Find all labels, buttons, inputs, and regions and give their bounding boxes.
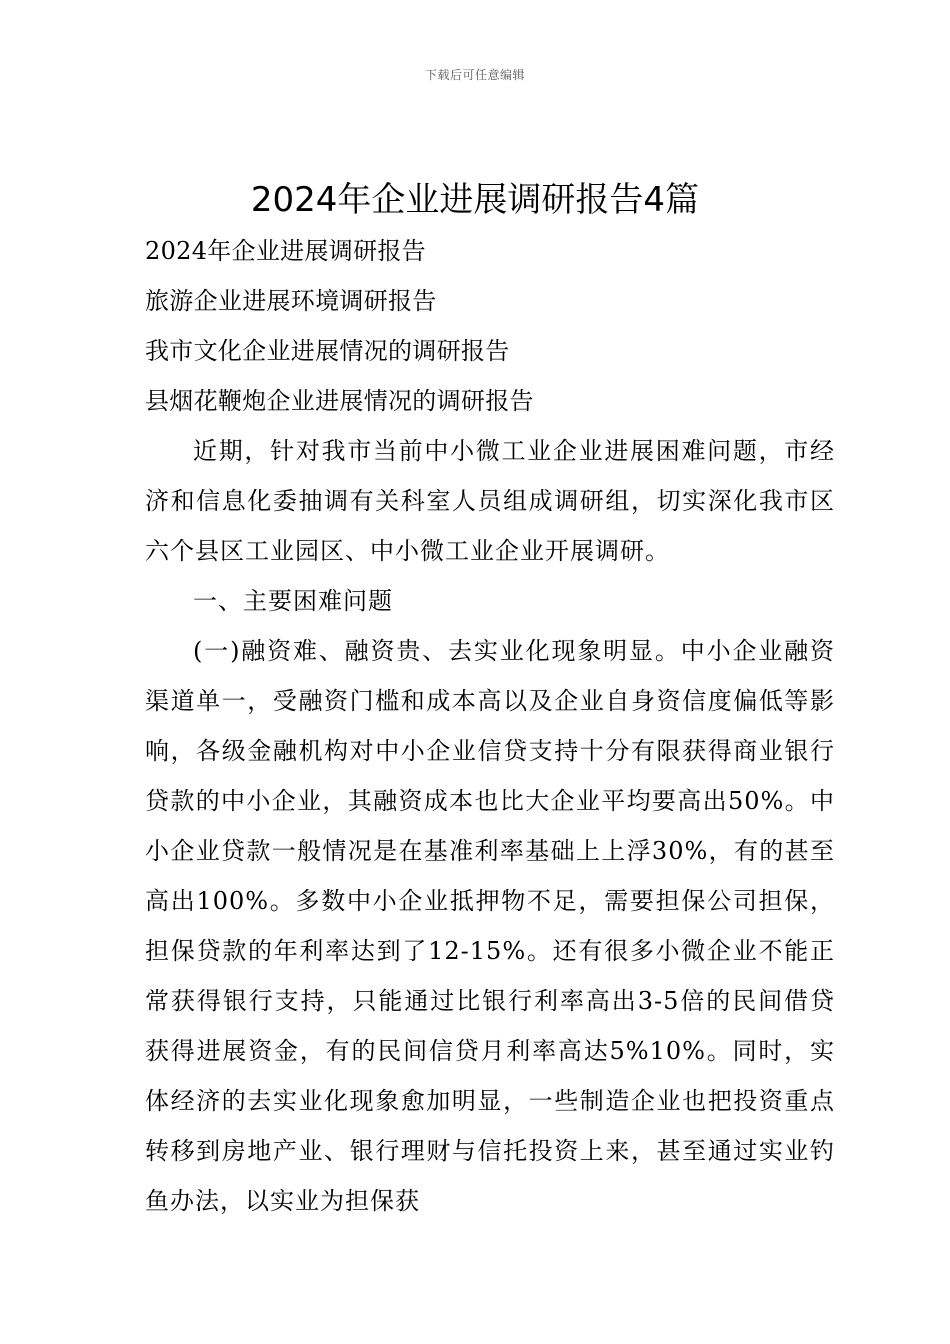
- document-title: 2024年企业进展调研报告4篇: [250, 180, 700, 220]
- section-heading: 一、主要困难问题: [193, 587, 393, 615]
- document-body: [145, 226, 835, 1226]
- body-paragraph: (一)融资难、融资贵、去实业化现象明显。中小企业融资渠道单一，受融资门槛和成本高以及企业自身资信度偏低等影响，各级金融机构对中小企业信贷支持十分有限获得商业银行贷款的中小企业，其融资成本也比大企业平均要高出50%。中小企业贷款一般情况是在基准利率基础上上浮30%，有的甚至高出100%。多数中小企业抵押物不足，需要担保公司担保，担保贷款的年利率达到了12-15%。还有很多小微企业不能正常获得银行支持，只能通过比银行利率高出3-5倍的民间借贷获得进展资金，有的民间信贷月利率高达5%10%。同时，实体经济的去实业化现象愈加明显，一些制造企业也把投资重点转移到房地产业、银行理财与信托投资上来，甚至通过实业钓鱼办法，以实业为担保获: [145, 637, 835, 1215]
- header-note: 下载后可任意编辑: [424, 68, 525, 82]
- toc-item: 旅游企业进展环境调研报告: [145, 287, 437, 315]
- toc-item: 县烟花鞭炮企业进展情况的调研报告: [145, 387, 534, 415]
- toc-item: 我市文化企业进展情况的调研报告: [145, 337, 510, 365]
- toc-item: 2024年企业进展调研报告: [145, 237, 426, 265]
- intro-paragraph: 近期，针对我市当前中小微工业企业进展困难问题，市经济和信息化委抽调有关科室人员组成调研组，切实深化我市区六个县区工业园区、中小微工业企业开展调研。: [145, 437, 835, 565]
